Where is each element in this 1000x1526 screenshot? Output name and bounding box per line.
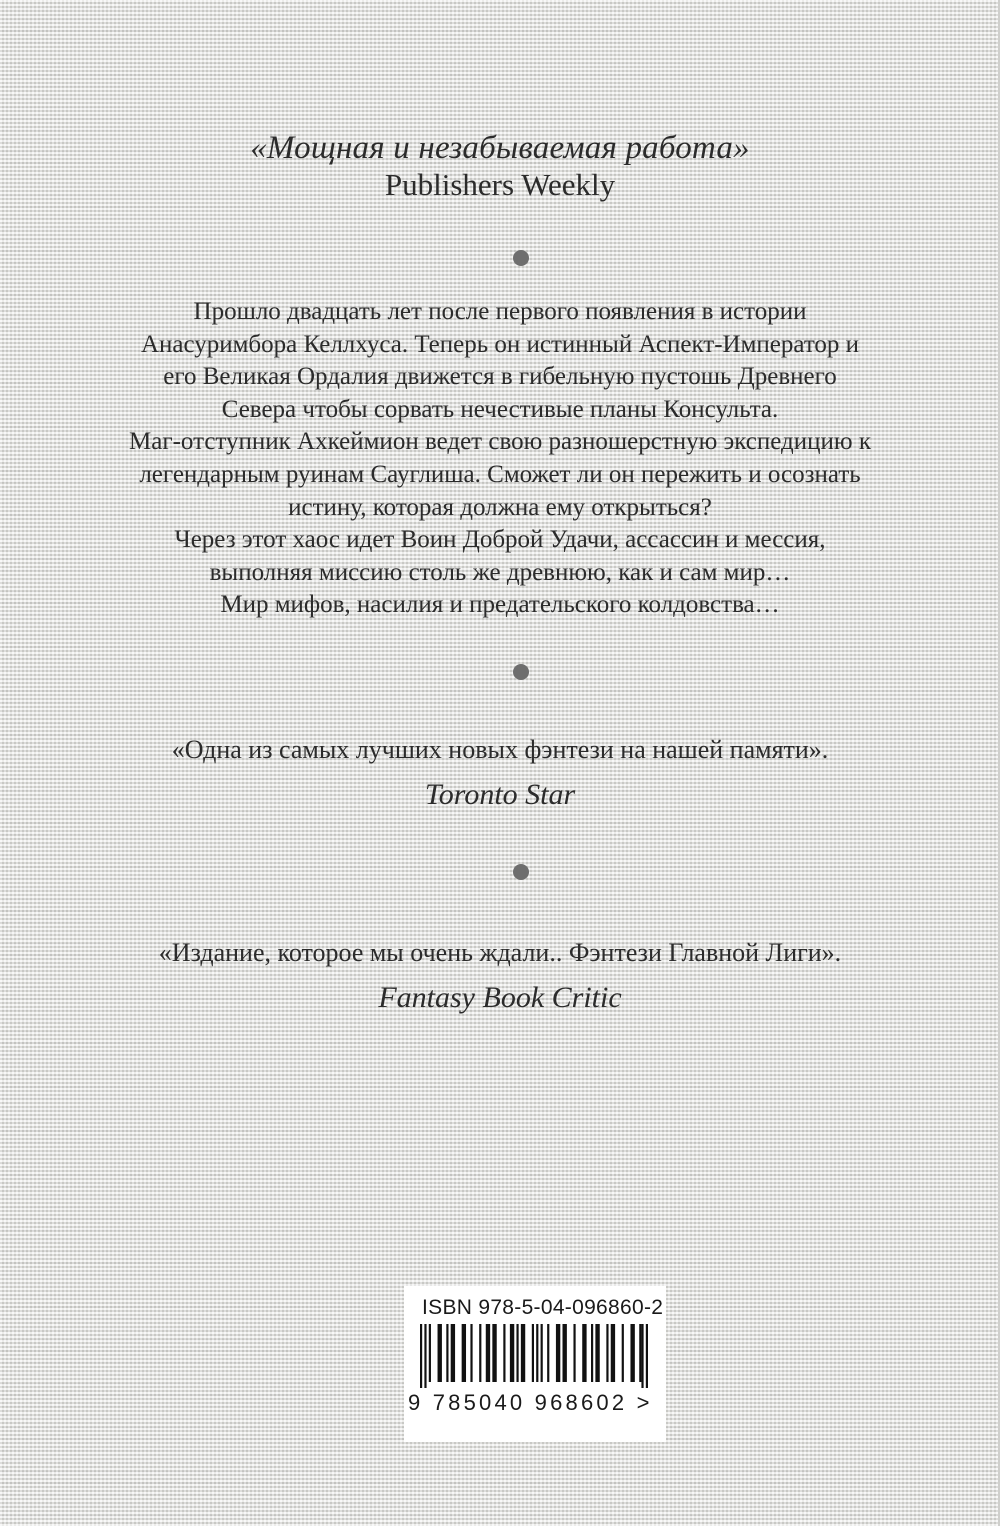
barcode-bar [611, 1324, 615, 1382]
barcode-bar [446, 1324, 448, 1382]
quote-source: Toronto Star [424, 778, 576, 811]
barcode-bar [573, 1324, 575, 1382]
barcode-bar [541, 1324, 543, 1382]
separator-dot [513, 250, 529, 266]
barcode-bar [510, 1324, 514, 1382]
barcode-bar [563, 1324, 567, 1382]
barcode-bar [536, 1324, 538, 1382]
barcode-bar [451, 1324, 455, 1382]
barcode-bar [595, 1324, 599, 1382]
description-line: Маг-отступник Ахкеймион ведет свою разношерстную экспедицию к [129, 428, 871, 456]
description-line: истину, которая должна ему открыться? [288, 493, 712, 521]
barcode-bar [646, 1324, 648, 1388]
isbn-text: ISBN 978-5-04-096860-2 [422, 1296, 664, 1319]
separator-dot [513, 864, 529, 880]
barcode-bars [420, 1324, 650, 1388]
quote-source: Fantasy Book Critic [378, 981, 622, 1014]
barcode-bar [429, 1324, 431, 1382]
barcode-bar [606, 1324, 608, 1382]
description-line: Через этот хаос идет Воин Доброй Удачи, ассассин и мессия, [174, 526, 826, 554]
book-description [0, 296, 1000, 622]
barcode-bar [641, 1324, 643, 1388]
quote-text: «Мощная и незабываемая работа» [250, 130, 750, 166]
barcode-bar [479, 1324, 481, 1382]
barcode-bar [424, 1324, 426, 1388]
barcode-bar [503, 1324, 505, 1382]
quote-text: «Издание, которое мы очень ждали.. Фэнтези Главной Лиги». [158, 938, 842, 967]
description-line: Анасуримбора Келлхуса. Теперь он истинный Аспект-Император и [140, 330, 860, 358]
description-line: Севера чтобы сорвать нечестивые планы Консульта. [221, 395, 779, 423]
description-line: легендарным руинам Сауглиша. Сможет ли он пережить и осознать [139, 460, 861, 488]
description-line: его Великая Ордалия движется в гибельную пустошь Древнего [163, 363, 837, 391]
barcode-bar [516, 1324, 518, 1382]
barcode-bar [630, 1324, 634, 1382]
barcode-bar [622, 1324, 624, 1382]
description-line: Мир мифов, насилия и предательского колдовства… [220, 591, 780, 619]
quote-fantasy-book-critic [0, 936, 1000, 1020]
quote-text: «Одна из самых лучших новых фэнтези на нашей памяти». [171, 735, 829, 764]
quote-source: Publishers Weekly [384, 167, 616, 202]
barcode-bar [420, 1324, 422, 1388]
barcode-bar [492, 1324, 496, 1382]
description-line: Прошло двадцать лет после первого появления в истории [193, 298, 807, 325]
quote-publishers-weekly [0, 128, 1000, 202]
isbn-barcode [404, 1286, 666, 1442]
quote-toronto-star [0, 733, 1000, 817]
barcode-bar [532, 1324, 534, 1382]
description-line: выполняя миссию столь же древнюю, как и сам мир… [209, 558, 791, 586]
barcode-bar [521, 1324, 525, 1382]
barcode-bar [556, 1324, 560, 1382]
barcode-bar [582, 1324, 586, 1382]
barcode-bar [591, 1324, 593, 1382]
barcode-bar [438, 1324, 442, 1382]
barcode-bar [547, 1324, 549, 1382]
barcode-bar [639, 1324, 641, 1382]
barcode-bar [462, 1324, 466, 1382]
barcode-bar [486, 1324, 490, 1382]
barcode-digits: 9 785040 968602 > [408, 1390, 653, 1415]
barcode-bar [470, 1324, 472, 1382]
separator-dot [513, 664, 529, 680]
